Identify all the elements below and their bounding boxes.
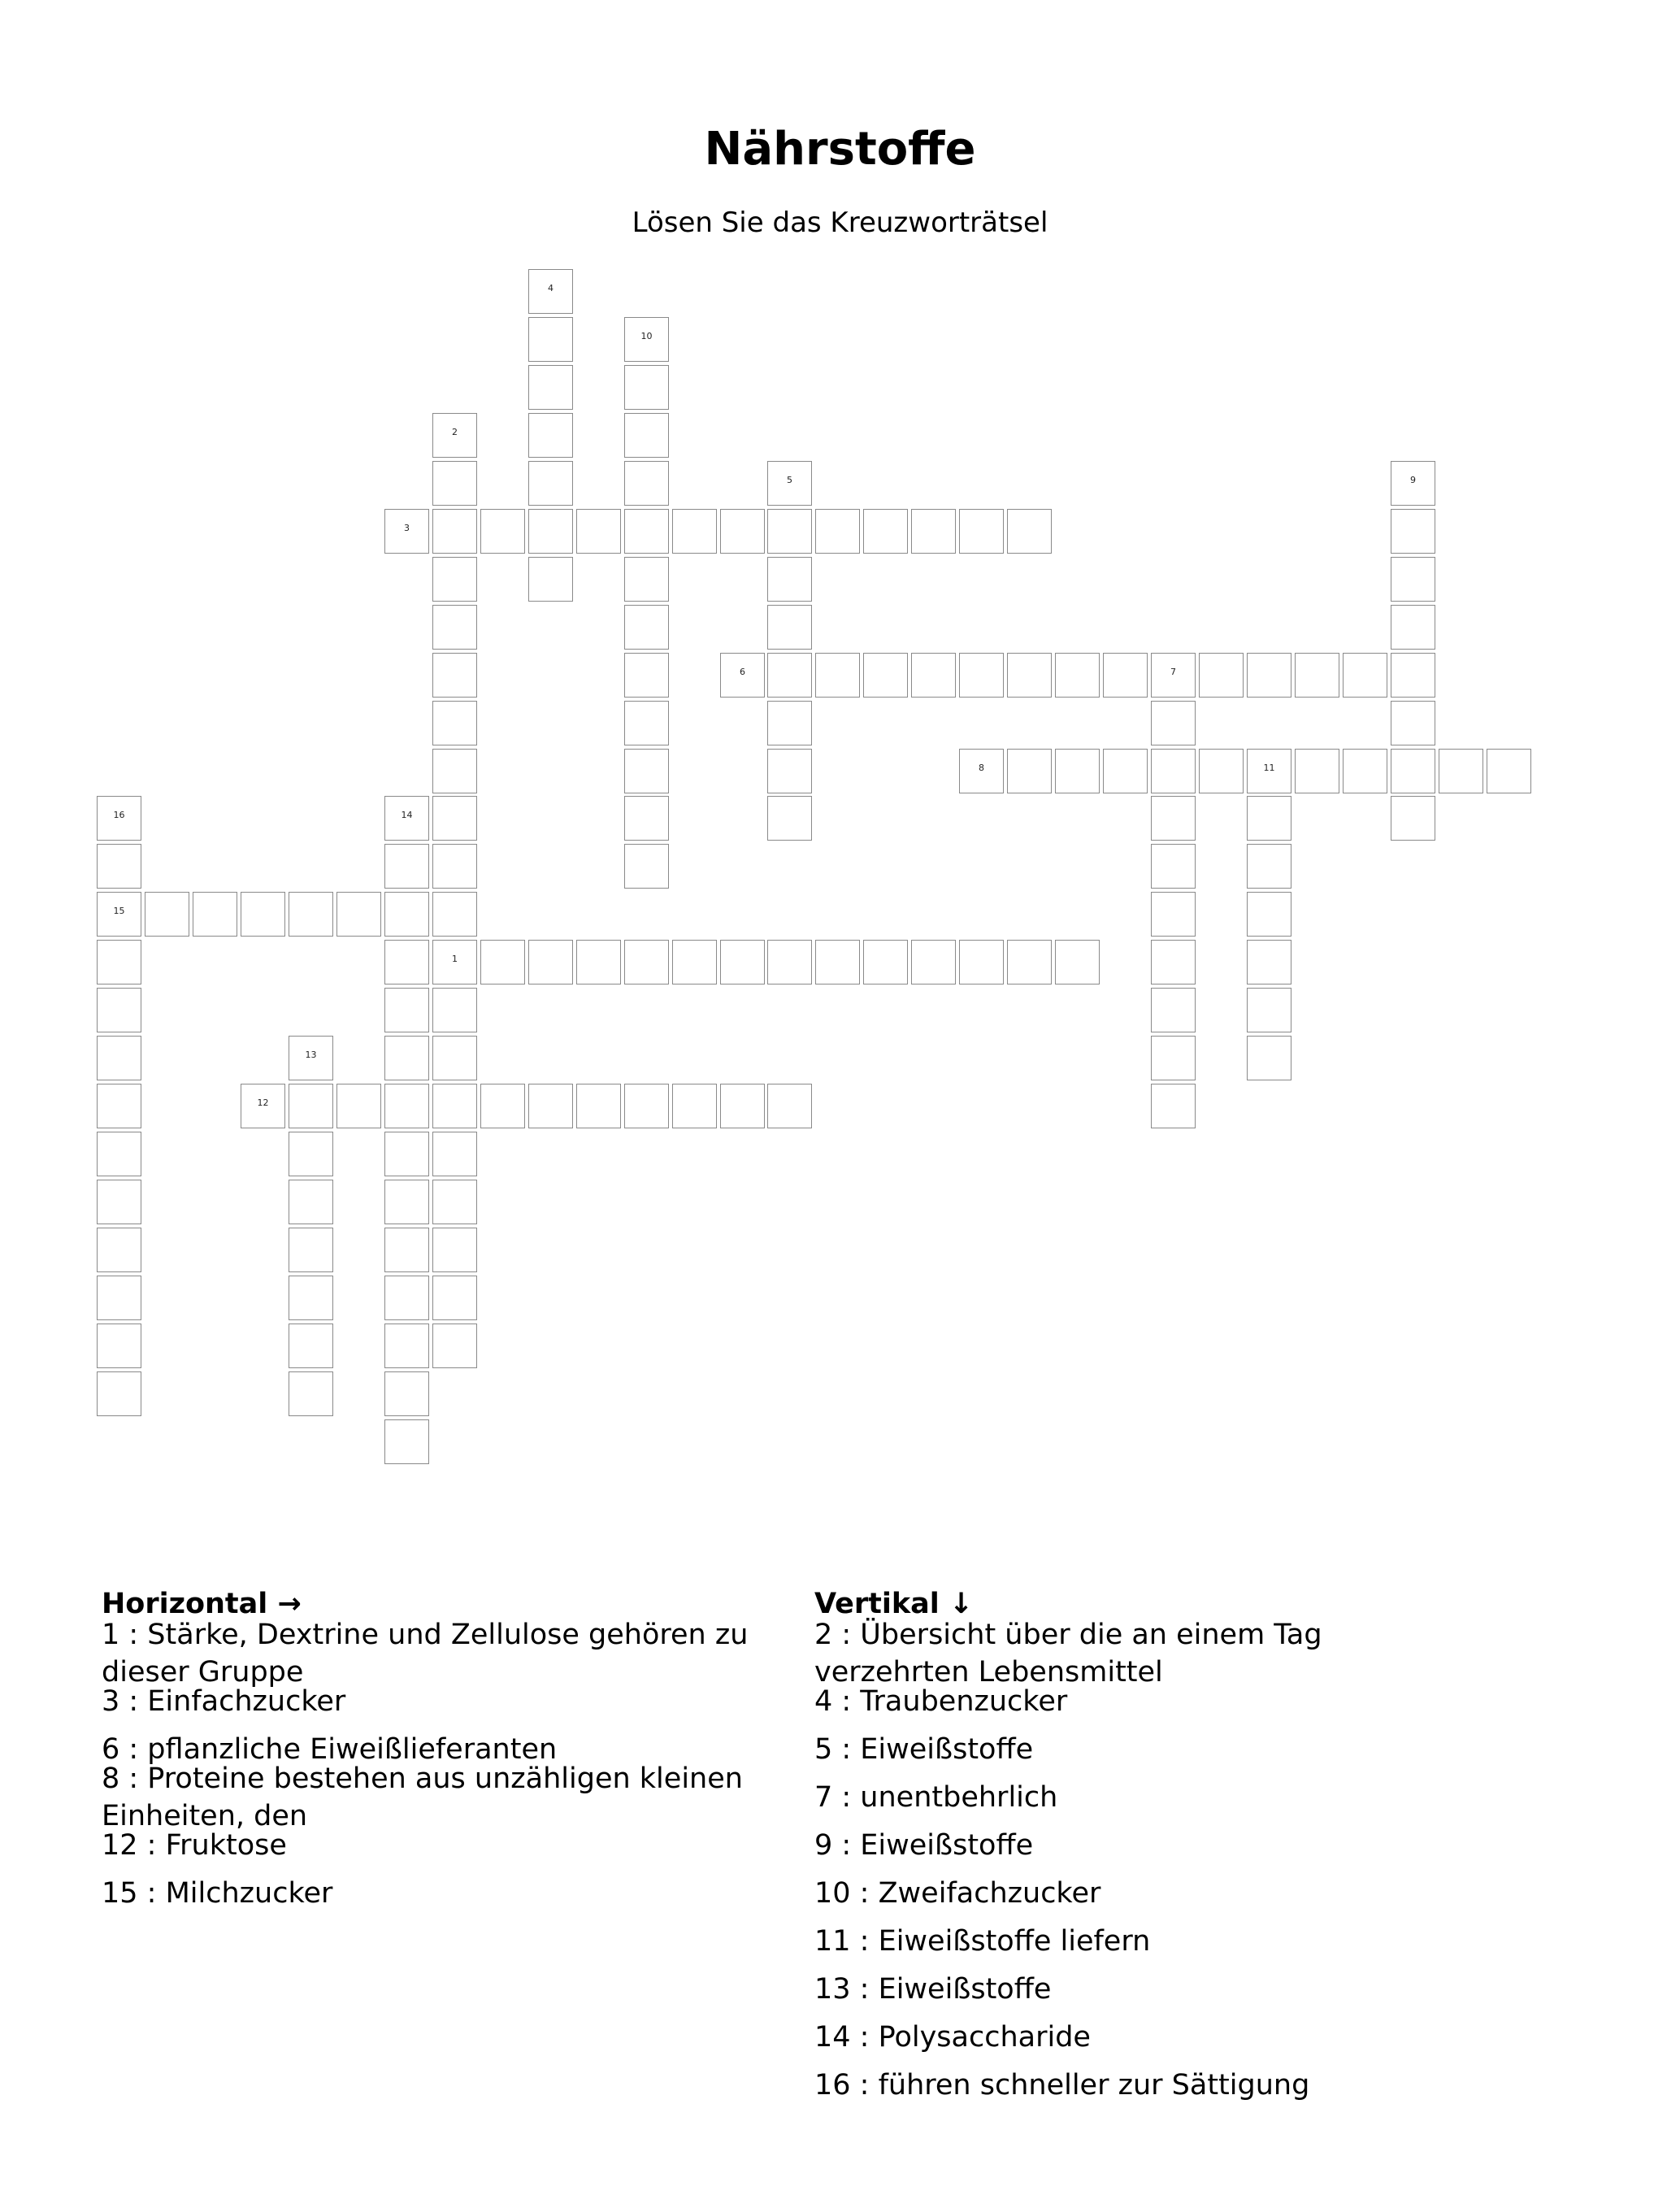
grid-cell[interactable] [1439,749,1483,793]
clue-across-8 [102,1762,768,1832]
grid-cell[interactable] [1391,796,1435,841]
grid-cell[interactable] [432,988,477,1032]
grid-cell[interactable] [384,1324,429,1368]
clue-down-7 [814,1773,1481,1821]
grid-cell[interactable] [1151,940,1196,984]
clue-down-10 [814,1869,1481,1917]
grid-cell[interactable] [624,653,669,698]
grid-cell[interactable] [432,1324,477,1368]
grid-cell[interactable] [384,988,429,1032]
clue-text: 15 : Milchzucker [102,1876,333,1910]
grid-cell[interactable] [528,461,573,506]
grid-cell[interactable] [1295,749,1339,793]
grid-cell[interactable] [624,317,669,362]
grid-cell[interactable] [145,892,189,937]
grid-cell[interactable] [1391,605,1435,650]
grid-cell[interactable] [720,653,765,698]
grid-cell[interactable] [384,1371,429,1416]
grid-cell[interactable] [384,1036,429,1080]
grid-cell[interactable] [480,940,525,984]
grid-cell[interactable] [289,1324,333,1368]
grid-cell[interactable] [528,269,573,314]
cell-number: 1 [452,954,458,964]
cell-number: 14 [401,810,413,820]
grid-cell[interactable] [624,940,669,984]
grid-cell[interactable] [384,1419,429,1464]
grid-cell[interactable] [528,557,573,602]
grid-cell[interactable] [97,1036,141,1080]
grid-cell[interactable] [1151,892,1196,937]
clue-across-1 [102,1618,768,1689]
grid-cell[interactable] [384,796,429,841]
cell-number: 8 [979,763,984,773]
grid-cell[interactable] [1247,988,1291,1032]
grid-cell[interactable] [97,892,141,937]
grid-cell[interactable] [432,1276,477,1320]
grid-cell[interactable] [624,365,669,410]
grid-cell[interactable] [289,1036,333,1080]
cell-number: 10 [640,331,653,341]
grid-cell[interactable] [624,749,669,793]
grid-cell[interactable] [1055,653,1100,698]
grid-cell[interactable] [384,1084,429,1128]
grid-cell[interactable] [528,413,573,458]
page-subtitle: Lösen Sie das Kreuzworträtsel [632,206,1048,239]
grid-cell[interactable] [432,796,477,841]
grid-cell[interactable] [384,1276,429,1320]
page-title: Nährstoffe [704,123,976,176]
grid-cell[interactable] [432,1132,477,1176]
grid-cell[interactable] [767,749,812,793]
grid-cell[interactable] [576,940,621,984]
grid-cell[interactable] [384,1228,429,1272]
grid-cell[interactable] [1007,940,1052,984]
grid-cell[interactable] [911,509,956,554]
grid-cell[interactable] [432,605,477,650]
grid-cell[interactable] [432,653,477,698]
grid-cell[interactable] [336,1084,381,1128]
down-clues [814,1585,1481,2109]
grid-cell[interactable] [97,988,141,1032]
grid-cell[interactable] [193,892,237,937]
grid-cell[interactable] [432,1084,477,1128]
grid-cell[interactable] [432,1180,477,1224]
across-clues [102,1585,768,1917]
grid-cell[interactable] [289,892,333,937]
clue-text: 14 : Polysaccharide [814,2020,1091,2054]
clue-down-2 [814,1618,1481,1689]
grid-cell[interactable] [1199,749,1244,793]
cell-number: 12 [257,1098,269,1108]
grid-cell[interactable] [815,509,860,554]
clue-text: 7 : unentbehrlich [814,1780,1058,1814]
grid-cell[interactable] [97,1180,141,1224]
grid-cell[interactable] [1247,1036,1291,1080]
grid-cell[interactable] [1391,509,1435,554]
grid-cell[interactable] [624,844,669,889]
clue-text: 16 : führen schneller zur Sättigung [814,2068,1310,2102]
grid-cell[interactable] [528,1084,573,1128]
grid-cell[interactable] [1391,701,1435,745]
grid-cell[interactable] [576,509,621,554]
grid-cell[interactable] [1487,749,1531,793]
grid-cell[interactable] [624,509,669,554]
grid-cell[interactable] [1199,653,1244,698]
cell-number: 9 [1410,475,1416,485]
grid-cell[interactable] [1151,1084,1196,1128]
grid-cell[interactable] [432,413,477,458]
clue-text: 3 : Einfachzucker [102,1684,346,1718]
grid-cell[interactable] [911,653,956,698]
cell-number: 4 [548,283,553,293]
grid-cell[interactable] [1295,653,1339,698]
grid-cell[interactable] [384,940,429,984]
grid-cell[interactable] [863,509,908,554]
grid-cell[interactable] [528,940,573,984]
grid-cell[interactable] [815,653,860,698]
clue-down-9 [814,1821,1481,1869]
grid-cell[interactable] [384,1180,429,1224]
cell-number: 2 [452,427,458,437]
clue-down-5 [814,1725,1481,1773]
clue-down-16 [814,2061,1481,2109]
grid-cell[interactable] [1103,653,1148,698]
grid-cell[interactable] [1055,749,1100,793]
grid-cell[interactable] [1247,749,1291,793]
clue-text: 2 : Übersicht über die an einem Tag verzehrten Lebensmittel [814,1618,1322,1689]
grid-cell[interactable] [97,796,141,841]
grid-cell[interactable] [289,1371,333,1416]
grid-cell[interactable] [767,940,812,984]
grid-cell[interactable] [1055,940,1100,984]
cell-number: 13 [305,1050,317,1060]
grid-cell[interactable] [1247,844,1291,889]
clue-text: 11 : Eiweißstoffe liefern [814,1924,1151,1958]
grid-cell[interactable] [576,1084,621,1128]
clue-text: 13 : Eiweißstoffe [814,1972,1052,2006]
grid-cell[interactable] [1151,988,1196,1032]
grid-cell[interactable] [1391,653,1435,698]
clue-text: 5 : Eiweißstoffe [814,1732,1034,1766]
grid-cell[interactable] [624,557,669,602]
grid-cell[interactable] [767,605,812,650]
grid-cell[interactable] [432,509,477,554]
grid-cell[interactable] [289,1276,333,1320]
grid-cell[interactable] [97,1084,141,1128]
grid-cell[interactable] [959,749,1004,793]
grid-cell[interactable] [720,509,765,554]
cell-number: 7 [1170,667,1176,677]
grid-cell[interactable] [528,509,573,554]
grid-cell[interactable] [1391,461,1435,506]
clue-down-11 [814,1917,1481,1965]
grid-cell[interactable] [863,653,908,698]
grid-cell[interactable] [384,1132,429,1176]
grid-cell[interactable] [1151,701,1196,745]
grid-cell[interactable] [1151,844,1196,889]
grid-cell[interactable] [432,1036,477,1080]
grid-cell[interactable] [767,509,812,554]
grid-cell[interactable] [289,1132,333,1176]
grid-cell[interactable] [289,1228,333,1272]
grid-cell[interactable] [384,844,429,889]
cell-number: 15 [113,906,125,916]
grid-cell[interactable] [1343,749,1387,793]
grid-cell[interactable] [432,844,477,889]
grid-cell[interactable] [720,940,765,984]
grid-cell[interactable] [97,1228,141,1272]
grid-cell[interactable] [97,1276,141,1320]
grid-cell[interactable] [432,892,477,937]
grid-cell[interactable] [767,461,812,506]
grid-cell[interactable] [432,749,477,793]
grid-cell[interactable] [1007,509,1052,554]
grid-cell[interactable] [97,940,141,984]
grid-cell[interactable] [97,1132,141,1176]
grid-cell[interactable] [672,940,717,984]
grid-cell[interactable] [767,796,812,841]
clue-text: 1 : Stärke, Dextrine und Zellulose gehören zu dieser Gruppe [102,1618,749,1689]
clue-down-13 [814,1965,1481,2013]
grid-cell[interactable] [1247,892,1291,937]
grid-cell[interactable] [432,461,477,506]
grid-cell[interactable] [672,509,717,554]
grid-cell[interactable] [1151,653,1196,698]
grid-cell[interactable] [767,653,812,698]
grid-cell[interactable] [1151,1036,1196,1080]
grid-cell[interactable] [289,1084,333,1128]
grid-cell[interactable] [624,461,669,506]
cell-number: 5 [787,475,792,485]
grid-cell[interactable] [97,1324,141,1368]
cell-number: 6 [740,667,745,677]
grid-cell[interactable] [1247,940,1291,984]
cell-number: 16 [113,810,125,820]
cell-number: 11 [1263,763,1275,773]
grid-cell[interactable] [432,940,477,984]
grid-cell[interactable] [97,1371,141,1416]
grid-cell[interactable] [1343,653,1387,698]
grid-cell[interactable] [432,1228,477,1272]
grid-cell[interactable] [767,1084,812,1128]
grid-cell[interactable] [1151,796,1196,841]
across-heading: Horizontal → [102,1588,302,1620]
grid-cell[interactable] [1391,749,1435,793]
grid-cell[interactable] [528,365,573,410]
grid-cell[interactable] [767,557,812,602]
grid-cell[interactable] [241,892,285,937]
grid-cell[interactable] [480,509,525,554]
grid-cell[interactable] [959,940,1004,984]
grid-cell[interactable] [1007,749,1052,793]
grid-cell[interactable] [528,317,573,362]
clue-across-15 [102,1869,768,1917]
grid-cell[interactable] [863,940,908,984]
clue-text: 8 : Proteine bestehen aus unzähligen kleinen Einheiten, den [102,1762,743,1832]
cell-number: 3 [404,523,410,533]
clue-text: 9 : Eiweißstoffe [814,1828,1034,1862]
grid-cell[interactable] [624,701,669,745]
grid-cell[interactable] [1247,796,1291,841]
clue-text: 4 : Traubenzucker [814,1684,1068,1718]
clue-down-14 [814,2013,1481,2061]
grid-cell[interactable] [241,1084,285,1128]
grid-cell[interactable] [432,701,477,745]
grid-cell[interactable] [624,1084,669,1128]
grid-cell[interactable] [1007,653,1052,698]
grid-cell[interactable] [289,1180,333,1224]
grid-cell[interactable] [624,796,669,841]
clue-text: 6 : pflanzliche Eiweißlieferanten [102,1732,558,1766]
grid-cell[interactable] [480,1084,525,1128]
grid-cell[interactable] [1103,749,1148,793]
grid-cell[interactable] [1391,557,1435,602]
down-heading: Vertikal ↓ [814,1588,974,1620]
grid-cell[interactable] [624,605,669,650]
grid-cell[interactable] [959,653,1004,698]
grid-cell[interactable] [97,844,141,889]
grid-cell[interactable] [432,557,477,602]
grid-cell[interactable] [384,509,429,554]
grid-cell[interactable] [1247,653,1291,698]
grid-cell[interactable] [336,892,381,937]
grid-cell[interactable] [672,1084,717,1128]
grid-cell[interactable] [384,892,429,937]
grid-cell[interactable] [815,940,860,984]
grid-cell[interactable] [767,701,812,745]
grid-cell[interactable] [1151,749,1196,793]
grid-cell[interactable] [959,509,1004,554]
grid-cell[interactable] [624,413,669,458]
clue-text: 12 : Fruktose [102,1828,287,1862]
grid-cell[interactable] [720,1084,765,1128]
grid-cell[interactable] [911,940,956,984]
clue-text: 10 : Zweifachzucker [814,1876,1101,1910]
